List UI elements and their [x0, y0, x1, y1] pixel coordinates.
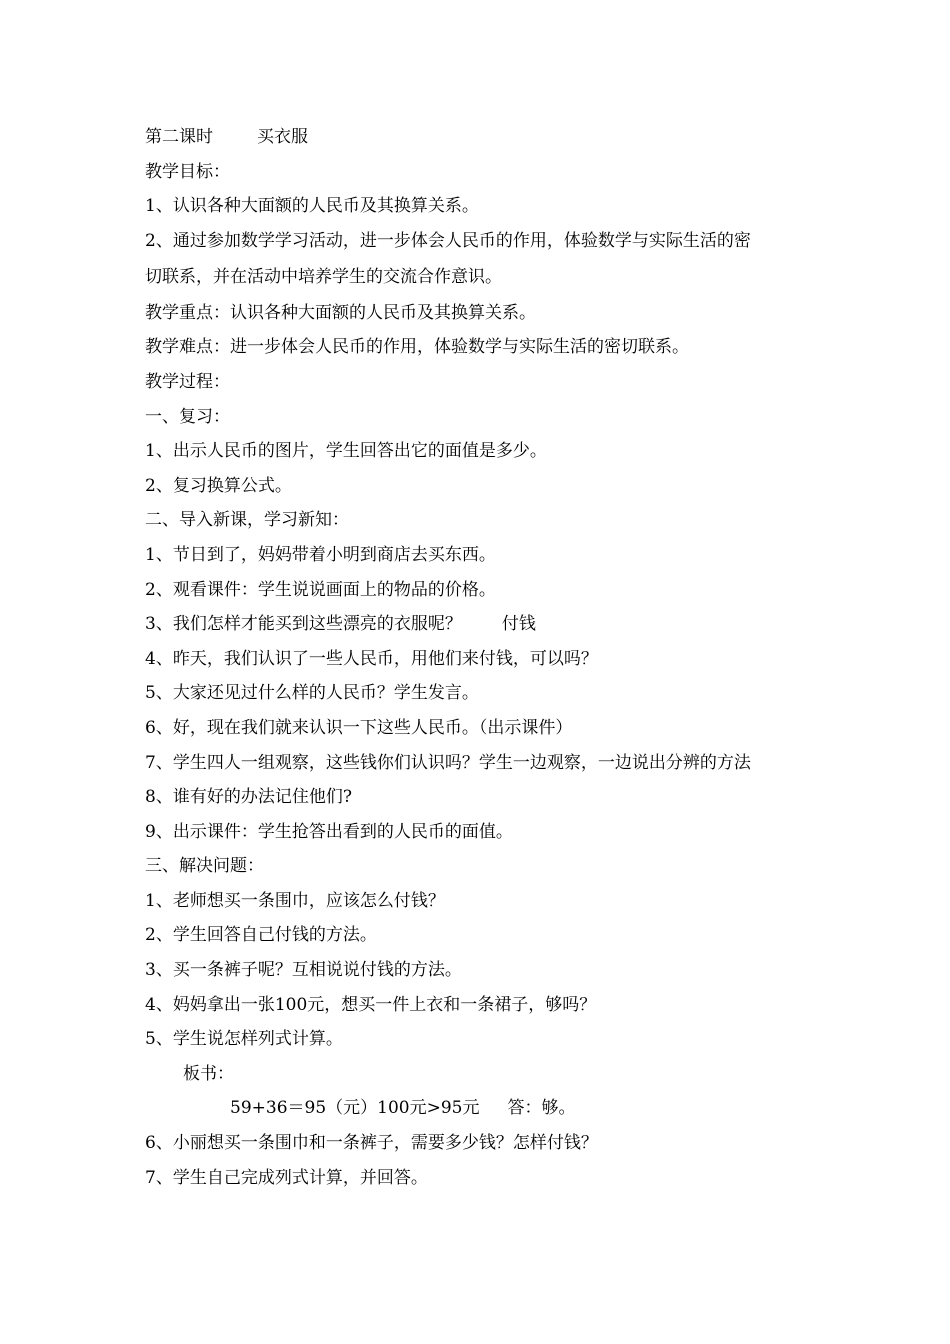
lesson-number: 第二课时 — [145, 127, 213, 147]
list-item: 2、学生回答自己付钱的方法。 — [145, 925, 377, 946]
section-heading-solve: 三、解决问题： — [145, 856, 264, 877]
list-item: 6、小丽想买一条围巾和一条裤子，需要多少钱？怎样付钱？ — [145, 1133, 598, 1154]
board-answer: 答：够。 — [507, 1098, 576, 1119]
list-item: 2、观看课件：学生说说画面上的物品的价格。 — [145, 579, 496, 600]
item-question: 3、我们怎样才能买到这些漂亮的衣服呢？ — [145, 614, 462, 635]
list-item: 1、节日到了，妈妈带着小明到商店去买东西。 — [145, 544, 496, 565]
goal-item-continued: 切联系，并在活动中培养学生的交流合作意识。 — [145, 266, 502, 287]
list-item: 5、大家还见过什么样的人民币？学生发言。 — [145, 683, 479, 704]
lesson-plan-body — [145, 120, 815, 1195]
board-equation — [145, 1091, 815, 1126]
list-item: 3、买一条裤子呢？互相说说付钱的方法。 — [145, 960, 462, 981]
list-item: 7、学生自己完成列式计算，并回答。 — [145, 1167, 428, 1188]
goal-item: 2、通过参加数学学习活动，进一步体会人民币的作用，体验数学与实际生活的密 — [145, 230, 751, 251]
list-item: 5、学生说怎样列式计算。 — [145, 1029, 343, 1050]
process-heading: 教学过程： — [145, 371, 230, 392]
section-heading-new-lesson: 二、导入新课，学习新知： — [145, 510, 349, 531]
list-item: 1、出示人民币的图片，学生回答出它的面值是多少。 — [145, 441, 547, 462]
difficulty: 教学难点：进一步体会人民币的作用，体验数学与实际生活的密切联系。 — [145, 337, 689, 358]
lesson-title — [145, 120, 815, 155]
goal-item: 1、认识各种大面额的人民币及其换算关系。 — [145, 196, 479, 217]
section-heading-review: 一、复习： — [145, 406, 230, 427]
list-item: 8、谁有好的办法记住他们? — [145, 787, 352, 808]
key-point: 教学重点：认识各种大面额的人民币及其换算关系。 — [145, 302, 536, 323]
board-calc: 59+36＝95（元）100元>95元 — [230, 1098, 480, 1119]
list-item: 2、复习换算公式。 — [145, 475, 292, 496]
list-item: 4、昨天，我们认识了一些人民币，用他们来付钱，可以吗？ — [145, 648, 598, 669]
board-label: 板书： — [183, 1063, 234, 1084]
lesson-topic: 买衣服 — [257, 127, 308, 147]
list-item: 7、学生四人一组观察，这些钱你们认识吗？学生一边观察，一边说出分辨的方法 — [145, 752, 751, 773]
list-item — [145, 607, 815, 642]
list-item: 1、老师想买一条围巾，应该怎么付钱？ — [145, 890, 445, 911]
goals-heading: 教学目标： — [145, 161, 230, 182]
list-item: 9、出示课件：学生抢答出看到的人民币的面值。 — [145, 821, 513, 842]
item-answer: 付钱 — [501, 614, 536, 635]
list-item: 6、好，现在我们就来认识一下这些人民币。（出示课件） — [145, 717, 573, 738]
list-item: 4、妈妈拿出一张100元，想买一件上衣和一条裙子，够吗？ — [145, 994, 597, 1015]
